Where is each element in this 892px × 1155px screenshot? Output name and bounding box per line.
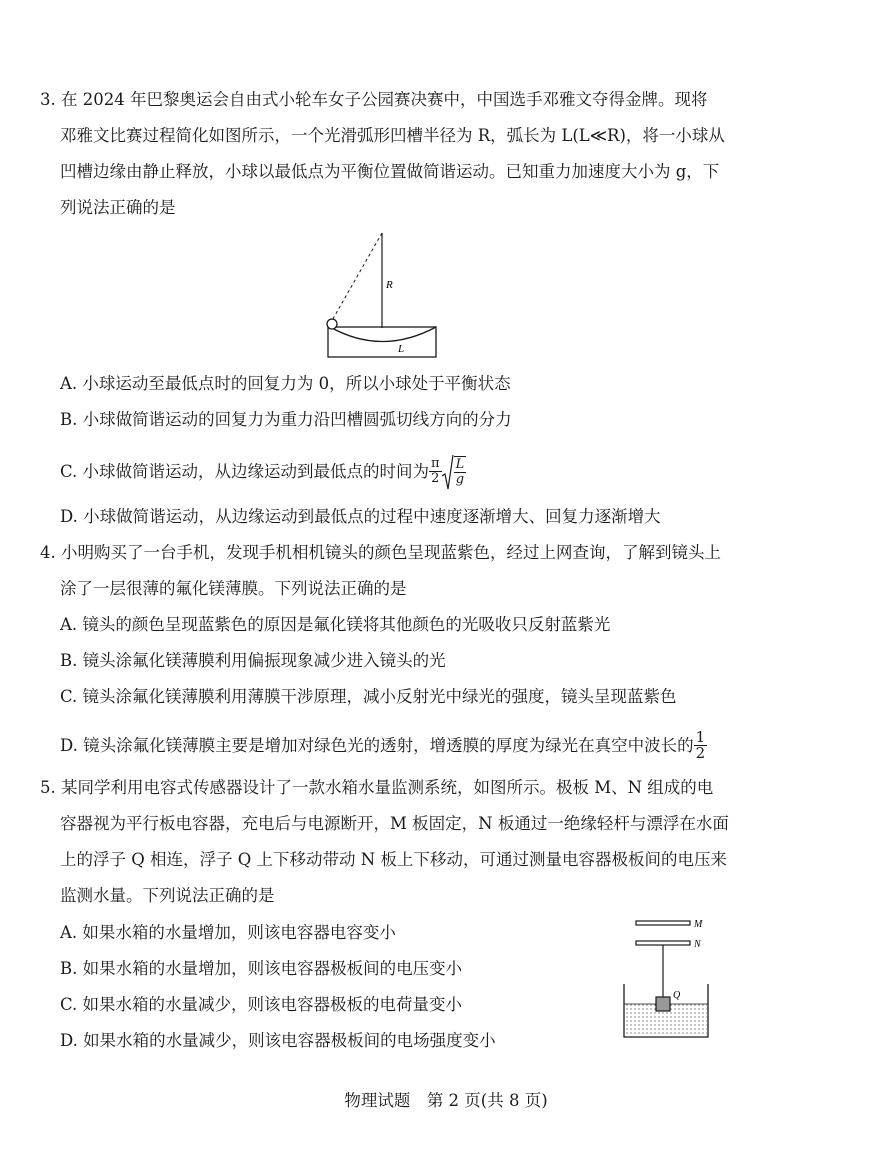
q3-option-b: B. 小球做简谐运动的回复力为重力沿凹槽圆弧切线方向的分力 xyxy=(60,410,512,429)
q3-option-c xyxy=(60,456,466,487)
q5-option-a: A. 如果水箱的水量增加，则该电容器电容变小 xyxy=(60,923,396,942)
q4-stem-line-2: 涂了一层很薄的氟化镁薄膜。下列说法正确的是 xyxy=(60,579,407,598)
q3-option-a: A. 小球运动至最低点时的回复力为 0，所以小球处于平衡状态 xyxy=(60,374,511,393)
q5-stem-line-2: 容器视为平行板电容器，充电后与电源断开，M 板固定，N 板通过一绝缘轻杆与漂浮在水面 xyxy=(60,814,729,833)
q4-option-d xyxy=(60,730,707,761)
q3-c-frac-num: π xyxy=(431,456,440,471)
q4-d-frac-den: 2 xyxy=(695,744,706,762)
q3-stem-line-1: 3. 在 2024 年巴黎奥运会自由式小轮车女子公园赛决赛中，中国选手邓雅文夺得金牌。现将 xyxy=(40,90,708,109)
q5-option-d: D. 如果水箱的水量减少，则该电容器极板间的电场强度变小 xyxy=(60,1031,496,1050)
q3-stem-line-2: 邓雅文比赛过程简化如图所示，一个光滑弧形凹槽半径为 R，弧长为 L(L≪R)，将一小球从 xyxy=(60,126,725,145)
q3-c-sqrt-den: g xyxy=(455,472,465,487)
arc-groove xyxy=(330,327,436,342)
label-m: M xyxy=(694,919,703,930)
label-n: N xyxy=(694,939,701,950)
q3-groove-figure xyxy=(318,228,448,366)
q3-option-c-fraction xyxy=(429,457,442,486)
q5-capacitor-figure xyxy=(618,912,718,1044)
q4-option-c: C. 镜头涂氟化镁薄膜利用薄膜干涉原理，减小反射光中绿光的强度，镜头呈现蓝紫色 xyxy=(60,687,677,706)
q3-option-c-text: C. 小球做简谐运动，从边缘运动到最低点的时间为 xyxy=(60,461,430,481)
q5-stem-line-3: 上的浮子 Q 相连，浮子 Q 上下移动带动 N 板上下移动，可通过测量电容器极板间的电压来 xyxy=(60,850,727,869)
q3-c-frac-den: 2 xyxy=(431,471,440,486)
plate-n xyxy=(636,941,690,945)
label-r: R xyxy=(386,279,393,291)
q4-stem-line-1: 4. 小明购买了一台手机，发现手机相机镜头的颜色呈现蓝紫色，经过上网查询，了解到镜头上 xyxy=(40,543,721,562)
q3-stem-line-4: 列说法正确的是 xyxy=(60,198,176,217)
q3-stem-line-3: 凹槽边缘由静止释放，小球以最低点为平衡位置做简谐运动。已知重力加速度大小为 g，下 xyxy=(60,162,720,181)
plate-m xyxy=(636,921,690,925)
q5-option-c: C. 如果水箱的水量减少，则该电容器极板的电荷量变小 xyxy=(60,995,463,1014)
q3-c-sqrt-num: L xyxy=(455,457,465,472)
q5-stem-line-4: 监测水量。下列说法正确的是 xyxy=(60,886,275,905)
label-q: Q xyxy=(673,990,681,1001)
q4-option-d-text: D. 镜头涂氟化镁薄膜主要是增加对绿色光的透射，增透膜的厚度为绿光在真空中波长的 xyxy=(60,735,694,755)
float-q xyxy=(656,997,670,1011)
q4-option-a: A. 镜头的颜色呈现蓝紫色的原因是氟化镁将其他颜色的光吸收只反射蓝紫光 xyxy=(60,615,611,634)
q4-d-frac-num: 1 xyxy=(695,728,706,746)
label-l: L xyxy=(398,343,405,355)
q4-option-d-fraction xyxy=(694,730,708,761)
dashed-radius-line xyxy=(330,233,382,324)
q5-stem-line-1: 5. 某同学利用电容式传感器设计了一款水箱水量监测系统，如图所示。极板 M、N 组成的电 xyxy=(40,778,714,797)
q4-option-b: B. 镜头涂氟化镁薄膜利用偏振现象减少进入镜头的光 xyxy=(60,651,446,670)
q3-option-c-sqrt xyxy=(442,456,467,487)
ball xyxy=(327,319,337,329)
q5-option-b: B. 如果水箱的水量增加，则该电容器极板间的电压变小 xyxy=(60,959,463,978)
page-footer: 物理试题 第 2 页(共 8 页) xyxy=(344,1091,548,1110)
q3-option-d: D. 小球做简谐运动，从边缘运动到最低点的过程中速度逐渐增大、回复力逐渐增大 xyxy=(60,507,661,526)
radical-sign xyxy=(442,454,454,492)
